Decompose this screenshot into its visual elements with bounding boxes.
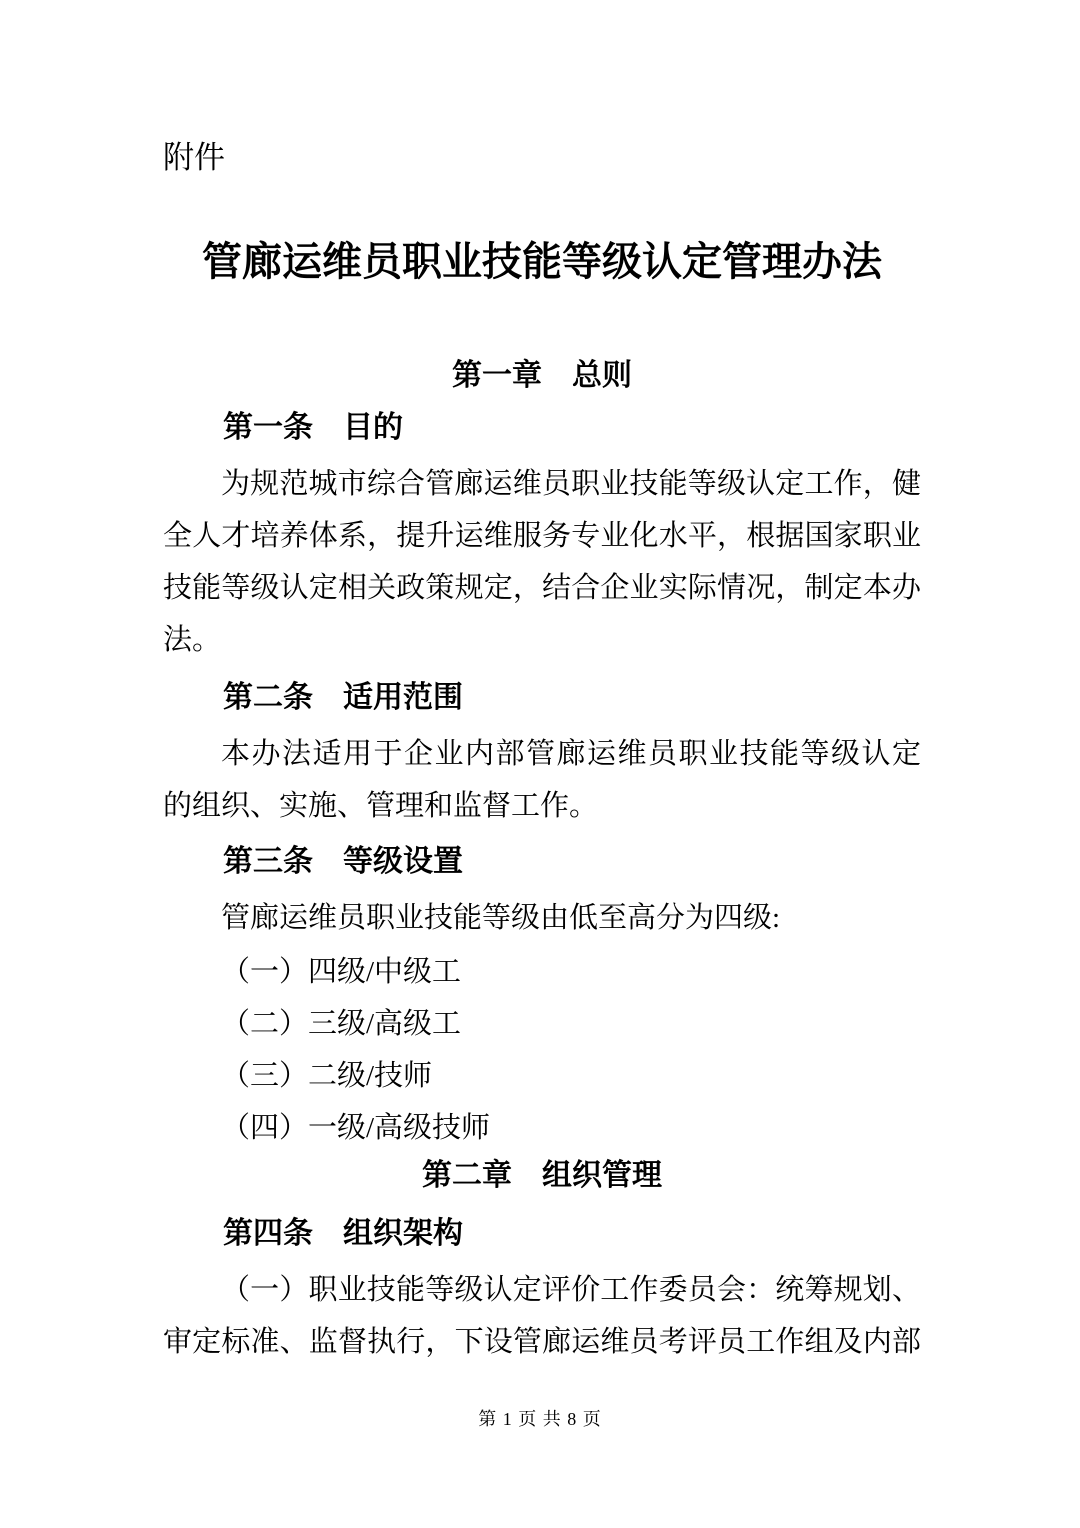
paragraph-line: 全人才培养体系，提升运维服务专业化水平，根据国家职业 [163,520,921,552]
document-title: 管廊运维员职业技能等级认定管理办法 [202,239,882,284]
article-3-heading: 第三条 等级设置 [223,845,463,878]
list-item-level-4: （一）四级/中级工 [221,956,462,988]
list-item-level-1: （四）一级/高级技师 [221,1112,491,1144]
skill-level-list [163,946,921,1154]
chapter-1-heading: 第一章 总则 [452,359,632,392]
paragraph-line: 审定标准、监督执行，下设管廊运维员考评员工作组及内部 [163,1326,921,1358]
article-4-heading: 第四条 组织架构 [223,1217,463,1250]
paragraph-line: 管廊运维员职业技能等级由低至高分为四级: [221,902,781,934]
chapter-2-heading: 第二章 组织管理 [422,1159,662,1192]
list-item-level-3: （二）三级/高级工 [221,1008,462,1040]
paragraph-line: 法。 [163,624,222,656]
list-item-level-2: （三）二级/技师 [221,1060,433,1092]
article-3-body [163,892,921,944]
article-2-body [163,728,921,832]
article-2-heading: 第二条 适用范围 [223,681,463,714]
paragraph-line: 的组织、实施、管理和监督工作。 [163,790,599,822]
paragraph-line: 本办法适用于企业内部管廊运维员职业技能等级认定 [221,738,921,770]
paragraph-line: 为规范城市综合管廊运维员职业技能等级认定工作，健 [221,468,921,500]
attachment-label: 附件 [163,140,225,175]
article-1-heading: 第一条 目的 [223,411,403,444]
paragraph-line: （一）职业技能等级认定评价工作委员会：统筹规划、 [221,1274,921,1306]
paragraph-line: 技能等级认定相关政策规定，结合企业实际情况，制定本办 [163,572,921,604]
article-4-body [163,1264,921,1368]
article-1-body [163,458,921,666]
page-footer: 第 1 页 共 8 页 [478,1409,602,1429]
